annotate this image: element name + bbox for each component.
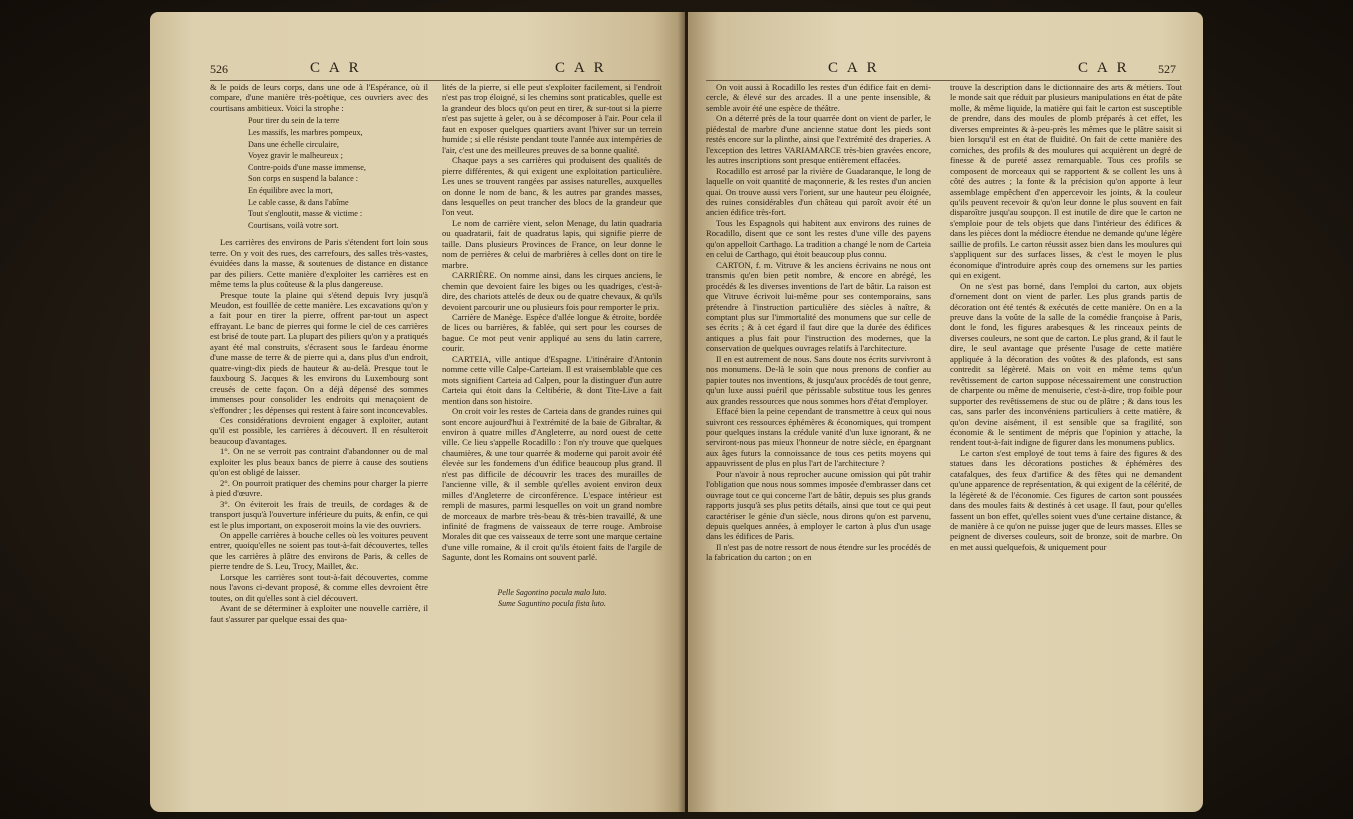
paragraph: CARTON, f. m. Vitruve & les anciens écrivains ne nous ont transmis qu'en bien petit nombre, & encore en abrégé, les procédés & les diverses inventions de l'art de bâtir. La raison est que Vitruve écrivoit lui-même pour ses contemporains, sans prétendre à l'instruction particulière des siècles à naître, & comptant plus sur l'immortalité des monumens que sur celle de ses écrits ; & à cet égard il faut dire que la durée des édifices antiques a plus fait pour l'instruction des modernes, que la conservation de quelques ouvrages relatifs à l'architecture. (706, 259, 931, 354)
paragraph: On appelle carrières à bouche celles où les voitures peuvent entrer, quoiqu'elles ne soient pas tout-à-fait découvertes, telles que les carrières à plâtre des environs de Paris, & celles de pierre tendre de S. Leu, Trocy, Maillet, &c. (210, 529, 428, 572)
paragraph: CARRIÈRE. On nomme ainsi, dans les cirques anciens, le chemin que devoient faire les biges ou les quadriges, c'est-à-dire, des chariots attelés de deux ou de quatre chevaux, & qu'ils devoient parcourir une ou plusieurs fois pour remporter le prix. (442, 270, 662, 312)
left-page-column-2 (442, 82, 662, 609)
paragraph: Le nom de carrière vient, selon Menage, du latin quadraria ou quadratarii, fait de quadratus lapis, qui signifie pierre de taille. Dans plusieurs Provinces de France, on leur donne le nom de perrières & celui de marbrières à celles dont on tire le marbre. (442, 217, 662, 270)
verse-line: Courtisans, voilà votre sort. (248, 220, 339, 230)
paragraph: Chaque pays a ses carrières qui produisent des qualités de pierre différentes, & qui exigent une exploitation particulière. Les unes se trouvent rangées par assises naturelles, auxquelles on donne le nom de banc, & les autres par grandes masses, dans lesquelles on peut trancher des blocs de la grandeur que l'on veut. (442, 155, 662, 218)
latin-epigraph (442, 587, 662, 609)
epigraph-line: Sume Saguntino pocula fista luto. (498, 598, 606, 608)
paragraph: Carrière de Manège. Espèce d'allée longue & étroite, bordée de lices ou barrières, & fablée, qui sert pour les courses de bague. Ce mot peut venir appliqué au sens du latin carrere, courir. (442, 311, 662, 354)
paragraph: CARTEIA, ville antique d'Espagne. L'itinéraire d'Antonin nomme cette ville Calpe-Carteiam. Il est vraisemblable que ces mots signifient Carteia ad Calpen, pour la distinguer d'un autre Carteia qui étoit dans la Celtibérie, & dont Tite-Live a fait mention dans son histoire. (442, 353, 662, 406)
paragraph: Il en est autrement de nous. Sans doute nos écrits survivront à nos monumens. De-là le soin que nous prenons de confier au papier toutes nos inventions, & jusqu'aux procédés de tout genre, qu'un luxe aussi puéril que périssable substitue tous les genres aux grandes ressources que nous sommes hors d'état d'employer. (706, 353, 931, 406)
header-rule-left (210, 80, 660, 81)
verse-line: En équilibre avec la mort, (248, 185, 333, 195)
paragraph: lités de la pierre, si elle peut s'exploiter facilement, si l'endroit n'est pas trop éloigné, si les chemins sont praticables, quelle est la grandeur des blocs qu'on peut en tirer, & sur-tout si la pierre n'est pas sujette à geler, ou à se décomposer à l'air. Pour cela il faut en exposer quelques quartiers avant l'hiver sur un terrein humide ; si elle résiste pendant toute l'année aux intempéries de l'air, c'est une des meilleures preuves de sa bonne qualité. (442, 82, 662, 155)
paragraph: Effacé bien la peine cependant de transmettre à ceux qui nous suivront ces ressources éphémères & économiques, qui trompent pour quelques instans la crédule vanité d'un luxe ignorant, & ne serviront-nous pas mieux l'honneur de notre siècle, en épargnant aux âges futurs la connoissance de tous ces petits moyens qui appauvrissent de plus en plus l'art de l'architecture ? (706, 406, 931, 469)
verse-line: Contre-poids d'une masse immense, (248, 162, 366, 172)
paragraph: On croit voir les restes de Carteia dans de grandes ruines qui sont encore aujourd'hui à l'extrémité de la baie de Gibraltar, & environ à quatre milles d'Angleterre, au nord ouest de cette ville. Ce lieu s'appelle Rocadillo : l'on n'y trouve que quelques chaumières, & une tour quarrée & moderne qui paroit avoir été élevée sur les fondemens d'un édifice beaucoup plus grand. Il n'est pas difficile de découvrir les traces des murailles de l'ancienne ville, & il semble qu'elles avoient environ deux milles d'Angleterre de circonférence. L'espace intérieur est rempli de masures, parmi lesquelles on voit un grand nombre de morceaux de marbre très-beau & très-bien travaillé, & une infinité de fragmens de vaisseaux de terre rouge. Ambroise Morales dit que ces vaisseaux de terre sont une marque certaine d'une ville romaine, & il croit qu'ils étoient faits de l'argile de Sagunte, dont les Romains ont souvent parlé. (442, 406, 662, 563)
paragraph: On voit aussi à Rocadillo les restes d'un édifice fait en demi-cercle, & élevé sur des arcades. Il a une pente insensible, & semble avoir été une espèce de théâtre. (706, 82, 931, 113)
paragraph: 3°. On éviteroit les frais de treuils, de cordages & de transport jusqu'à l'ouverture inférieure du puits, & enfin, ce qui est le plus important, on exposeroit moins la vie des ouvriers. (210, 498, 428, 530)
paragraph: Presque toute la plaine qui s'étend depuis Ivry jusqu'à Meudon, est fouillée de cette manière. Les excavations qu'on y a fait pour en tirer la pierre, offrent par-tout un aspect effrayant. Le banc de pierres qui forme le ciel de ces carrières est brisé de toute part. La plupart des piliers qu'on y a pratiqués ayant été mal construits, s'écrasent sous le fardeau énorme d'une masse de terre & de pierre qui a, dans plus d'un endroit, quatre-vingt-dix pieds de hauteur & au-delà. Presque tout le fauxbourg S. Jacques & les environs du Luxembourg sont creusés de cette façon. On a déjà dépensé des sommes immenses pour consolider les endroits qui menaçoient de s'effondrer ; les dépenses qui restent à faire sont inconcevables. (210, 289, 428, 415)
epigraph-line: Pelle Sagontino pocula malo luto. (497, 587, 607, 597)
running-header-left-col1: C A R (310, 60, 362, 76)
paragraph: On ne s'est pas borné, dans l'emploi du carton, aux objets d'ornement dont on vient de parler. Les plus grands partis de décoration ont été tentés & exécutés de cette manière. On en a la preuve dans la voûte de la salle de la comédie françoise à Paris, dont le fond, les figures arabesques & les rinceaux peints de diverses couleurs, ne sont que de carton. Le plus grand, & il faut le dire, le seul avantage que présente l'usage de cette matière appliquée à la décoration des voûtes & des plafonds, est sans contredit sa légèreté. Mais on voit en même tems qu'un revêtissement de carton suppose nécessairement une construction de charpente ou même de menuiserie, c'est-à-dire, trop foible pour supporter des revêtissemens de stuc ou de plâtre ; & dans tous les cas, sans parler des inconvéniens particuliers à cette matière, & qu'on devine aisément, il est sensible que sa fragilité, son économie & le sentiment de mépris que l'opinion y attache, la rendent tout-à-fait indigne de figurer dans les monumens publics. (950, 280, 1182, 448)
verse-line: Dans une échelle circulaire, (248, 139, 339, 149)
header-rule-right (706, 80, 1180, 81)
page-number-right: 527 (1158, 62, 1176, 76)
running-header-left-col2: C A R (555, 60, 607, 76)
verse-line: Tout s'engloutit, masse & victime : (248, 209, 363, 219)
verse-strophe (248, 115, 428, 231)
verse-line: Pour tirer du sein de la terre (248, 116, 340, 126)
page-number-left: 526 (210, 62, 228, 76)
paragraph: Tous les Espagnols qui habitent aux environs des ruines de Rocadillo, disent que ce sont les restes d'une ville des payens qu'on appelloit Carthago. La tradition a changé le nom de Carteia en celui de Carthago, qui étoit beaucoup plus connu. (706, 217, 931, 260)
paragraph: Il n'est pas de notre ressort de nous étendre sur les procédés de la fabrication du carton ; on en (706, 541, 931, 563)
paragraph: On a déterré près de la tour quarrée dont on vient de parler, le piédestal de marbre d'une ancienne statue dont les pieds sont restés encore sur la plinthe, ainsi que l'extrémité des draperies. A l'exception des lettres VARIAMARCE très-bien gravées encore, les autres inscriptions sont presque entièrement effacées. (706, 113, 931, 166)
paragraph: Rocadillo est arrosé par la rivière de Guadaranque, le long de laquelle on voit quantité de maçonnerie, & les restes d'un ancien quai. On trouve aussi vers l'orient, sur une hauteur peu éloignée, des ruines considérables d'un château qui paroît avoir été un ancien édifice très-fort. (706, 165, 931, 218)
paragraph: trouve la description dans le dictionnaire des arts & métiers. Tout le monde sait que réduit par plusieurs manipulations en état de pâte molle, & même liquide, la matière qui fait le carton est susceptible de prendre, dans des moules de plomb préparés à cet effet, les diverses empreintes & à-peu-près les mêmes que le plâtre saisit si bien lorsqu'il est en état de fluidité. On fait de cette manière des corniches, des profils & des moulures qui acquièrent un degré de finesse & de pureté assez remarquable. Tous ces profils se composent de morceaux qui se rapportent & se collent les uns à côté des autres ; la fonte & la précision qu'on apporte à leur assemblage empêchent d'en appercevoir les joints, & la couleur qu'ils peuvent recevoir & qu'on leur donne le plus souvent en fait disparoître jusqu'au soupçon. Il est inutile de dire que le carton ne s'emploie pour de tels objets que dans l'intérieur des édifices & dans les pièces dont la médiocre étendue ne demande qu'une légère saillie de profils. Le carton réussit assez bien dans les moulures qui s'appliquent sur des surfaces lisses, & c'est le moyen le plus économique d'introduire après coup des ornemens sur les parties qui en exigent. (950, 82, 1182, 281)
verse-line: Son corps en suspend la balance : (248, 174, 359, 184)
paragraph: Ces considérations devroient engager à exploiter, autant qu'il est possible, les carrières à découvert. Il en résulteroit beaucoup d'avantages. (210, 415, 428, 446)
paragraph: Avant de se déterminer à exploiter une nouvelle carrière, il faut s'assurer par quelque essai des qua- (210, 603, 428, 624)
paragraph: Pour n'avoir à nous reprocher aucune omission qui pût trahir l'obligation que nous nous sommes imposée d'embrasser dans cet ouvrage tout ce qui concerne l'art de bâtir, depuis ses plus grands rapports jusqu'à ses plus petits détails, ainsi que tout ce qui peut caractériser le génie d'un siècle, nous dirons qu'on est parvenu, depuis quelques années, à employer le carton à plus d'un usage dans les édifices de Paris. (706, 468, 931, 542)
running-header-right-col1: C A R (828, 60, 880, 76)
left-page (150, 12, 685, 812)
intro-paragraph: & le poids de leurs corps, dans une ode à l'Espérance, où il compare, d'une manière très-poëtique, ces ouvriers avec des courtisans ambitieux. Voici la strophe : (210, 82, 428, 113)
paragraph: 1°. On ne se verroit pas contraint d'abandonner ou de mal exploiter les plus beaux bancs de pierre à cause des soutiens qu'on est obligé de laisser. (210, 446, 428, 478)
paragraph: 2°. On pourroit pratiquer des chemins pour charger la pierre à pied d'œuvre. (210, 477, 428, 499)
right-page-column-1 (706, 82, 931, 563)
running-header-right-col2: C A R (1078, 60, 1130, 76)
paragraph: Le carton s'est employé de tout tems à faire des figures & des statues dans les décorations postiches & éphémères des catafalques, des feux d'artifice & des fêtes qui ne demandent qu'une apparence de représentation, & qui exigent de la célérité, de la légèreté & de l'économie. Ces figures de carton sont poussées dans des moules faits & destinés à cet usage. Il faut, pour qu'elles fassent un bon effet, qu'elles soient vues d'une certaine distance, & de manière à ce qu'on ne puisse juger que de leurs masses. Elles se peignent de diverses couleurs, soit de bronze, soit de marbre. On en met aussi quelquefois, & uniquement pour (950, 447, 1182, 552)
paragraph: Les carrières des environs de Paris s'étendent fort loin sous terre. On y voit des rues, des carrefours, des salles très-vastes, évuidées dans la masse, & soutenues de distance en distance par des piliers. Cette manière d'exploiter les carrières est en même tems la plus coûteuse & la plus dangereuse. (210, 237, 428, 290)
right-page-column-2 (950, 82, 1182, 552)
right-page (688, 12, 1203, 812)
verse-line: Les massifs, les marbres pompeux, (248, 127, 363, 137)
left-page-column-1 (210, 82, 428, 624)
verse-line: Voyez gravir le malheureux ; (248, 151, 343, 161)
verse-line: Le cable casse, & dans l'abîme (248, 197, 349, 207)
paragraph: Lorsque les carrières sont tout-à-fait découvertes, comme nous l'avons ci-devant proposé, & comme elles devroient être toutes, on dit qu'elles sont à ciel découvert. (210, 571, 428, 603)
